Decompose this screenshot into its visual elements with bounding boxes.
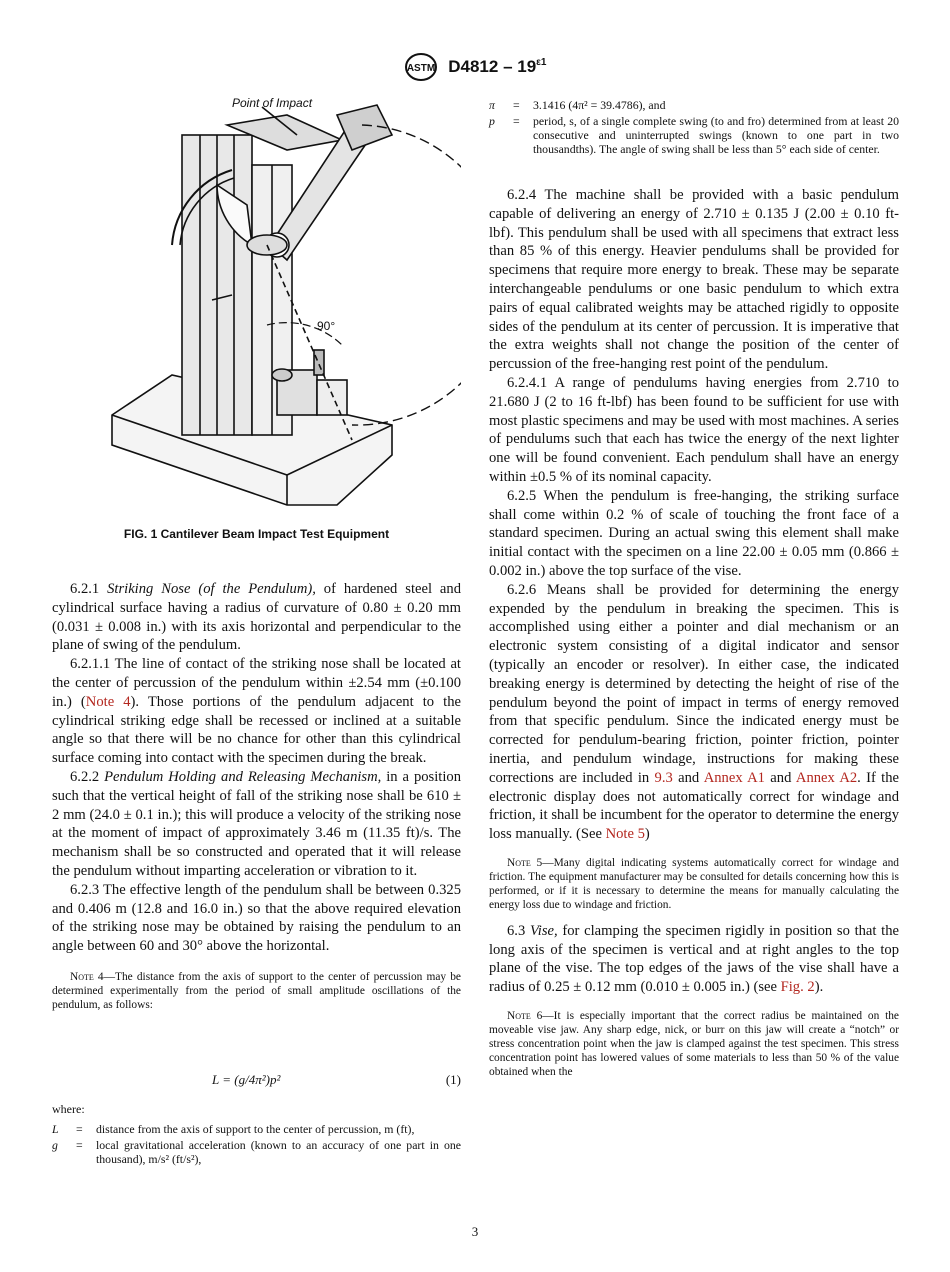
equation-number: (1) — [445, 1072, 461, 1087]
para-text: of hardened steel and cylindrical surface having a radius of curvature of 0.80 ± 0.20 mm (0.031 ± 0.008 in.) with its axis horizontal and perpendicular to the plane of swing of the pendulum. — [52, 581, 461, 654]
para-number: 6.2.2 — [70, 768, 100, 785]
definition-equals: = — [76, 1138, 83, 1152]
para-text: for clamping the specimen rigidly in position so that the long axis of the specimen is vertical and at right angles to the top plane of the vise. The top edges of the jaws of the vise shall have a radius of 0.25 ± 0.12 mm (0.010 ± 0.005 in.) (see — [489, 922, 900, 996]
definition-symbol: p — [489, 114, 495, 128]
angle-label: 90° — [317, 319, 336, 333]
left-column — [52, 580, 461, 1012]
impact-machine-drawing — [52, 95, 461, 515]
definition-L — [52, 1122, 461, 1136]
para-6-3 — [489, 922, 899, 997]
definition-g — [52, 1138, 461, 1166]
fig-2-link[interactable]: Fig. 2 — [780, 979, 815, 996]
para-6-2-6 — [489, 581, 899, 844]
para-title: Pendulum Holding and Releasing Mechanism, — [104, 768, 382, 785]
para-text: ). Those portions of the pendulum adjacent to the cylindrical striking edge shall be recessed or inclined at a suitable angle so that there will be no chance for other than this cylindrical surface coming into contact with the specimen during the break. — [52, 693, 461, 767]
definition-text: 3.1416 (4π² = 39.4786), and — [533, 98, 666, 112]
note-4 — [52, 970, 461, 1012]
definition-p — [489, 114, 899, 156]
document-header — [0, 52, 950, 82]
para-title: Striking Nose (of the Pendulum), — [107, 581, 316, 597]
para-6-2-2 — [52, 768, 461, 881]
definition-text: local gravitational acceleration (known to an accuracy of one part in one thousand), m/s² (ft/s²), — [96, 1138, 461, 1166]
note-text: 6—It is especially important that the correct radius be maintained on the moveable vise jaw. Any sharp edge, nick, or burr on this jaw will create a “notch” or stress concentration point when the jaw is clamped against the test specimen. This stress concentration point has lowered values of some materials to less than 50 % of the value obtained when the — [489, 1010, 899, 1079]
note-label: Note — [507, 1010, 531, 1023]
para-6-2-3: 6.2.3 The effective length of the pendulum shall be between 0.325 and 0.406 m (12.8 and 16.0 in.) so that the above required elevation of the striking nose may be obtained by raising the pendulum to an angle between 60 and 30° above the horizontal. — [52, 881, 461, 955]
annex-a1-link[interactable]: Annex A1 — [703, 769, 765, 786]
definition-equals: = — [76, 1122, 83, 1136]
designation-superscript: ε1 — [536, 56, 547, 68]
para-number: 6.2.1 — [70, 581, 100, 597]
para-text: in a position such that the vertical height of fall of the striking nose shall be 610 ± 2 mm (24.0 ± 0.1 in.); this will produce a velocity of the striking nose at the moment of impact of approximately 3.46 m (11.35 ft)/s. The mechanism shall be so constructed and operated that it will release the pendulum without imparting acceleration or vibration to it. — [52, 768, 461, 879]
section-9-3-link[interactable]: 9.3 — [654, 769, 673, 786]
para-number: 6.3 — [507, 922, 526, 939]
para-6-2-5: 6.2.5 When the pendulum is free-hanging, the striking surface shall come within 0.2 % of scale of touching the front face of a standard specimen. During an actual swing this element shall make initial contact with the specimen on a line 22.00 ± 0.05 mm (0.866 ± 0.002 in.) above the top surface of the vise. — [489, 487, 899, 579]
annex-a2-link[interactable]: Annex A2 — [795, 769, 858, 786]
definition-text: period, s, of a single complete swing (to and fro) determined from at least 20 consecutive and uninterrupted swings (known to one part in two thousandths). The angle of swing shall be less than 5° each side of center. — [533, 114, 899, 156]
equation-formula: L = (g/4π²)p² — [212, 1072, 281, 1087]
equation-1 — [52, 1072, 461, 1092]
definition-pi — [489, 98, 899, 112]
right-column — [489, 186, 899, 1079]
point-of-impact-label: Point of Impact — [232, 96, 313, 110]
para-text: . If the electronic display does not automatically correct for windage and friction, it shall be incumbent for the operator to determine the energy loss manually. (See — [489, 769, 900, 843]
definition-text: distance from the axis of support to the center of percussion, m (ft), — [96, 1122, 415, 1136]
para-6-2-1-1 — [52, 655, 461, 768]
page-number: 3 — [471, 1224, 479, 1239]
designation: D4812 – 19 — [448, 57, 537, 76]
note-label: Note — [507, 856, 531, 869]
figure-caption: FIG. 1 Cantilever Beam Impact Test Equipment — [123, 527, 390, 541]
note-5-link[interactable]: Note 5 — [605, 826, 645, 843]
definition-equals: = — [513, 114, 520, 128]
para-text: and — [672, 769, 704, 786]
definition-symbol: L — [52, 1122, 59, 1136]
note-4-link[interactable]: Note 4 — [85, 693, 131, 710]
definition-symbol: π — [489, 98, 495, 112]
para-text: 6.2.6 Means shall be provided for determining the energy expended by the pendulum in breaking the specimen. This is accomplished using either a pointer and dial mechanism or an electronic system consisting of a digital indicator and sensor (typically an encoder or resolver). In either case, the indicated breaking energy is determined by detecting the height of rise of the pendulum beyond the point of impact in terms of energy removed from that specific pendulum. Since the indicated energy must be corrected for pendulum-bearing friction, pointer friction, pointer inertia, and pendulum windage, instructions for making these corrections are included in — [489, 581, 899, 786]
para-6-2-1 — [52, 580, 461, 655]
definition-symbol: g — [52, 1138, 58, 1152]
para-title: Vise, — [529, 922, 558, 939]
note-6 — [489, 1009, 899, 1079]
para-6-2-4-1: 6.2.4.1 A range of pendulums having energies from 2.710 to 21.680 J (2 to 16 ft-lbf) has been found to be sufficient for use with most plastic specimens and may be used with most machines. A series of pendulums such that each has twice the energy of the next lighter one will be found convenient. Each pendulum shall have an energy within ±0.5 % of its nominal capacity. — [489, 374, 899, 485]
svg-text:ASTM: ASTM — [406, 63, 435, 74]
figure-impact-equipment — [52, 95, 461, 515]
definition-equals: = — [513, 98, 520, 112]
para-text: 6.2.1.1 The line of contact of the striking nose shall be located at the center of percussion of the pendulum within ±2.54 mm (±0.100 in.) ( — [52, 656, 461, 710]
para-text: ) — [644, 826, 650, 843]
para-6-2-4: 6.2.4 The machine shall be provided with a basic pendulum capable of delivering an energy of 2.710 ± 0.135 J (2.00 ± 0.10 ft-lbf). This pendulum shall be used with all specimens that extract less than 85 % of this energy. Heavier pendulums shall be provided for specimens that require more energy to break. These may be separate interchangeable pendulums or one basic pendulum to which extra pairs of equal calibrated weights may be attached rigidly to opposite sides of the pendulum at its center of percussion. It is imperative that the extra weights shall not change the position of the center of percussion of the free-hanging rest point of the pendulum. — [489, 187, 899, 373]
note-label: Note — [70, 970, 94, 983]
definitions-left — [52, 1122, 461, 1168]
where-label: where: — [52, 1102, 85, 1116]
astm-logo-icon — [404, 52, 438, 82]
note-text: 4—The distance from the axis of support to the center of percussion may be determined experimentally from the period of small amplitude oscillations of the pendulum, as follows: — [52, 970, 461, 1011]
note-text: 5—Many digital indicating systems automatically correct for windage and friction. The equipment manufacturer may be consulted for details concerning how this is performed, or if it is necessary to determine the means for manually calculating the energy loss due to windage and friction. — [489, 856, 899, 911]
definitions-right — [489, 98, 899, 158]
note-5 — [489, 856, 899, 912]
para-text: ). — [814, 979, 824, 996]
para-text: and — [764, 769, 796, 786]
